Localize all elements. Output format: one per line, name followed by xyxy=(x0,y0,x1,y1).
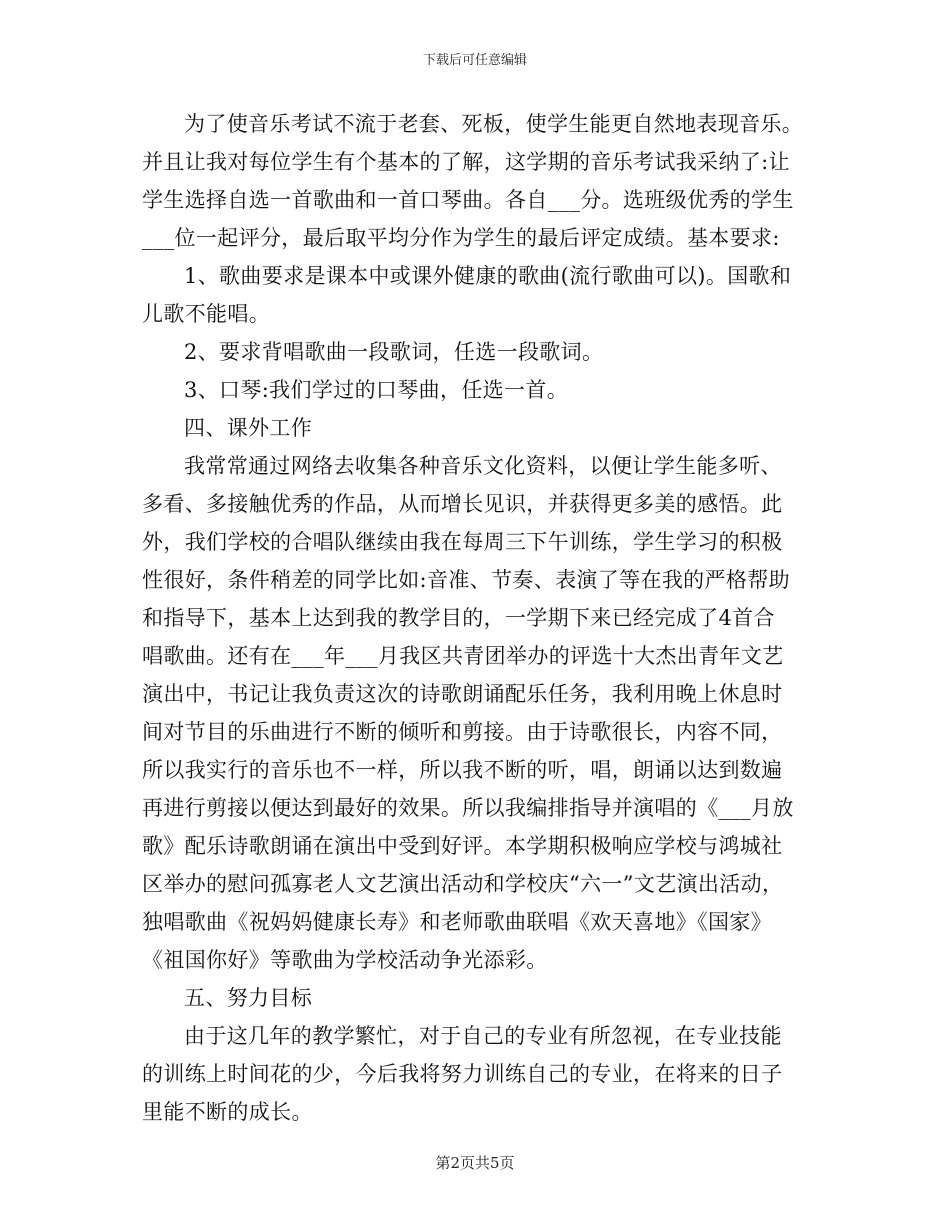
section-heading-goals: 五、努力目标 xyxy=(184,986,313,1010)
body-line: 唱歌曲。还有在___年___月我区共青团举办的评选十大杰出青年文艺 xyxy=(142,644,784,668)
list-item-requirement-2: 2、要求背唱歌曲一段歌词，任选一段歌词。 xyxy=(184,340,604,364)
body-line: 外，我们学校的合唱队继续由我在每周三下午训练，学生学习的积极 xyxy=(142,530,783,554)
body-line: 里能不断的成长。 xyxy=(142,1100,313,1124)
body-line: 《祖国你好》等歌曲为学校活动争光添彩。 xyxy=(142,948,548,972)
body-line: 为了使音乐考试不流于老套、死板，使学生能更自然地表现音乐。 xyxy=(184,112,804,136)
list-item-requirement-3: 3、口琴:我们学过的口琴曲，任选一首。 xyxy=(184,378,569,402)
body-line: 和指导下，基本上达到我的教学目的，一学期下来已经完成了4首合 xyxy=(142,606,775,630)
body-line: 间对节目的乐曲进行不断的倾听和剪接。由于诗歌很长，内容不同， xyxy=(142,720,783,744)
body-line: 性很好，条件稍差的同学比如:音准、节奏、表演了等在我的严格帮助 xyxy=(142,568,790,592)
body-line: 歌》配乐诗歌朗诵在演出中受到好评。本学期积极响应学校与鸿城社 xyxy=(142,834,783,858)
body-line: 由于这几年的教学繁忙，对于自己的专业有所忽视，在专业技能 xyxy=(184,1024,782,1048)
section-heading-extracurricular: 四、课外工作 xyxy=(184,416,313,440)
body-line: 儿歌不能唱。 xyxy=(142,302,271,326)
body-line: 区举办的慰问孤寡老人文艺演出活动和学校庆“六一”文艺演出活动， xyxy=(142,872,784,896)
body-line: 学生选择自选一首歌曲和一首口琴曲。各自___分。选班级优秀的学生 xyxy=(142,188,794,212)
body-line: 并且让我对每位学生有个基本的了解，这学期的音乐考试我采纳了:让 xyxy=(142,150,790,174)
body-line: 独唱歌曲《祝妈妈健康长寿》和老师歌曲联唱《欢天喜地》《国家》 xyxy=(142,910,772,934)
body-line: 多看、多接触优秀的作品，从而增长见识，并获得更多美的感悟。此 xyxy=(142,492,783,516)
body-line: 我常常通过网络去收集各种音乐文化资料，以便让学生能多听、 xyxy=(184,454,782,478)
body-line: 所以我实行的音乐也不一样，所以我不断的听，唱，朗诵以达到数遍 xyxy=(142,758,783,782)
page-number: 第2页共5页 xyxy=(435,1154,515,1172)
body-line: 演出中，书记让我负责这次的诗歌朗诵配乐任务，我利用晚上休息时 xyxy=(142,682,783,706)
document-body xyxy=(142,105,812,1131)
body-line: 的训练上时间花的少，今后我将努力训练自己的专业，在将来的日子 xyxy=(142,1062,783,1086)
body-line: ___位一起评分，最后取平均分作为学生的最后评定成绩。基本要求: xyxy=(142,226,780,250)
body-line: 再进行剪接以便达到最好的效果。所以我编排指导并演唱的《___月放 xyxy=(142,796,794,820)
page-header: 下载后可任意编辑 xyxy=(422,53,527,68)
list-item-requirement-1: 1、歌曲要求是课本中或课外健康的歌曲(流行歌曲可以)。国歌和 xyxy=(184,264,792,288)
